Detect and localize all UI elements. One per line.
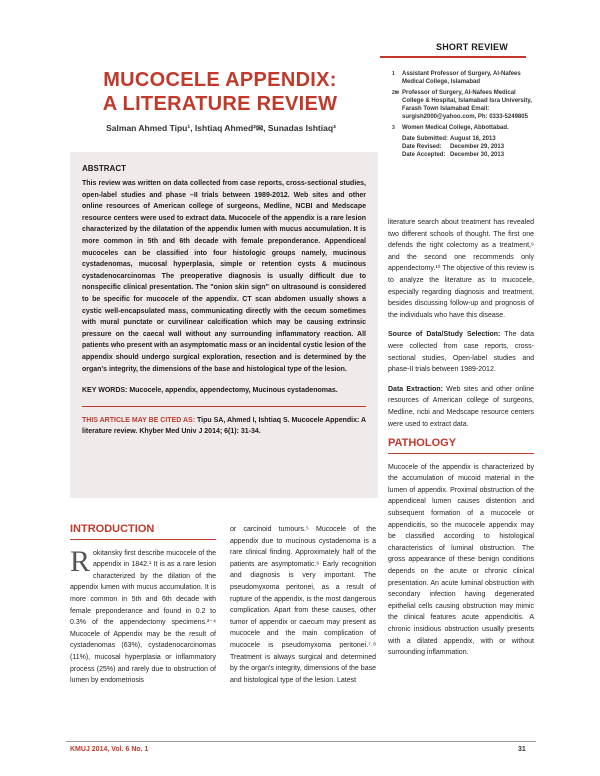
source-label: Source of Data/Study Selection:	[388, 331, 501, 339]
citation-label: THIS ARTICLE MAY BE CITED AS:	[82, 416, 196, 424]
affiliation-3	[392, 124, 534, 132]
introduction-text: okitansky first describe mucocele of the appendix in 1842.¹ It is as a rare lesion characterized by the dilation of the appendix lumen with mucus accumulation. It is more common in 5th and 6th decade with female preponderance and found in 0.2 to 0.3% of the appendectomy specimens.²⁻⁴ Mucocele of Appendix may be the result of cystadenomas (63%), cystadenocarcinomas (11%), mucosal hyperplasia or inflammatory process (25%) and rarely due to obstruction of lumen by endometriosis	[70, 549, 216, 685]
right-column	[388, 217, 534, 667]
header-rule	[380, 56, 526, 58]
affiliation-text: Professor of Surgery, Al-Nafees Medical College & Hospital, Islamabad Isra University, Farash Town Islamabad Email: surgish2000@yahoo.com, Ph: 0333-5249805	[402, 90, 532, 120]
affiliation-text: Assistant Professor of Surgery, Al-Nafees Medical College, Islamabad	[402, 71, 521, 85]
abstract-box	[70, 152, 378, 498]
author-list: Salman Ahmed Tipu¹, Ishtiaq Ahmed²✉, Sunadas Ishtiaq³	[106, 123, 336, 133]
introduction-rule	[70, 539, 216, 540]
introduction-paragraph	[70, 544, 216, 687]
affiliation-text: Women Medical College, Abbottabad.	[402, 125, 509, 131]
section-label: SHORT REVIEW	[436, 42, 508, 52]
title-line-1: MUCOCELE APPENDIX:	[103, 69, 337, 91]
date-accepted: Date Accepted: December 30, 2013	[402, 152, 505, 158]
affiliation-1	[392, 70, 534, 86]
affiliation-number: 1	[392, 71, 395, 77]
keywords	[82, 385, 366, 397]
affiliation-number: 3	[392, 125, 395, 131]
affiliation-2	[392, 89, 534, 121]
citation-divider	[82, 406, 366, 407]
title-line-2: A LITERATURE REVIEW	[102, 93, 338, 115]
intro-continuation: literature search about treatment has revealed two different schools of thought. The first one defends the right colectomy as a treatment,⁹ and the second one recommends only appendectomy.¹⁰ The objective of this review is to analyze the literature as to mucocele, especially regarding diagnosis and treatment, besides discussing follow-up and prognosis of the individuals who have this disease.	[388, 219, 534, 319]
extraction-label: Data Extraction:	[388, 385, 443, 393]
pathology-text: Mucocele of the appendix is characterized by the accumulation of mucoid material in the lumen of appendix. Proximal obstruction of the appendiceal lumen causes distention and subsequent formation of a mucocele or appendicitis, so the mucocele appendix may be classified according to histological characteristics of luminal obstruction. The gross appearance of these benign conditions depends on the acute or chronic clinical presentation. An acute luminal obstruction with secondary infection having degenerated epithelial cells causing obstruction may mimic the clinical features acute appendicitis. A chronic insidious obstruction usually presents with a dilated appendix, with or without surrounding inflammation.	[388, 463, 534, 657]
page-number: 31	[518, 746, 526, 753]
pathology-heading: PATHOLOGY	[388, 437, 457, 450]
introduction-heading: INTRODUCTION	[70, 523, 155, 535]
journal-citation: KMUJ 2014, Vol. 6 No. 1	[70, 746, 149, 753]
citation-text: Tipu SA, Ahmed I, Ishtiaq S. Mucocele Appendix: A literature review. Khyber Med Univ J 2014; 6(1): 31-34.	[82, 416, 366, 436]
citation	[82, 415, 366, 438]
keywords-label: KEY WORDS:	[82, 387, 128, 395]
affiliation-number: 2✉	[392, 90, 399, 96]
submission-dates	[402, 135, 534, 159]
extraction-paragraph	[388, 384, 534, 430]
extraction-text: Web sites and other online resources of American college of surgeons, Medline, ncbi and Medscape resource centers were used to extract data.	[388, 385, 534, 428]
source-text: The data were collected from case reports, cross-sectional studies, Open-label studies and phase-II trials between 1989-2012.	[388, 331, 534, 374]
middle-column	[230, 524, 376, 686]
drop-cap: R	[70, 544, 91, 578]
date-revised: Date Revised: December 29, 2013	[402, 144, 505, 150]
article-title	[70, 68, 370, 116]
abstract-body: This review was written on data collected from case reports, cross-sectional studies, open-label studies and phase –II trials between 1989-2012. Web sites and other online resources of American college of surgeons, Medline, NCBI and Medscape resource centers were used to extract data. Mucocele of the appendix is a rare lesion characterized by the dilatation of the appendix lumen with mucus accumulation. It is more common in 5th and 6th decade with female preponderance. Appendiceal mucoceles can be classified into four histologic groups namely, mucinous cystadenomas, mucosal hyperplasia, simple or retention cysts & mucinous cystadenocarcinomas The preoperative diagnosis is usually difficult due to nonspecific clinical presentation. The "onion skin sign" on ultrasound is considered to be specific for mucocele of the appendix. CT scan abdomen usually shows a cystic well-encapsulated mass, communicating directly with the cecum sometimes with mural punctate or curvilinear calcification which may be causing extrinsic pressure on the caecal wall without any surrounding inflammatory reaction. All patients who present with an asymptomatic mass or an incidental cystic lesion of the appendix should undergo surgical exploration, resection and is determined by the organ's integrity, the dimensions of the base and histological type of the lesion.	[82, 180, 366, 373]
abstract-heading: ABSTRACT	[82, 164, 126, 173]
date-submitted: Date Submitted: August 16, 2013	[402, 136, 496, 142]
affiliations	[392, 70, 534, 159]
pathology-rule	[388, 453, 534, 454]
introduction-column	[70, 524, 216, 687]
footer-rule	[66, 741, 536, 742]
middle-text: or carcinoid tumours.⁵ Mucocele of the appendix due to mucinous cystadenoma is a rare clinical finding. Approximately half of the patients are asymptomatic.⁶ Early recognition and diagnosis is very important. The pseudomyxoma peritonei, as a result of rupture of the appendix, is the most dangerous complication. Apart from these causes, other tumor of appendix or caecum may present as mucocele and the main complication of mucocele is pseudomyxoma peritonei.⁷˒⁸ Treatment is always surgical and determined by the organ's integrity, dimensions of the base and histological type of the lesion. Latest	[230, 526, 376, 684]
keywords-text: Mucocele, appendix, appendectomy, Mucinous cystadenomas.	[129, 387, 338, 395]
source-paragraph	[388, 329, 534, 375]
